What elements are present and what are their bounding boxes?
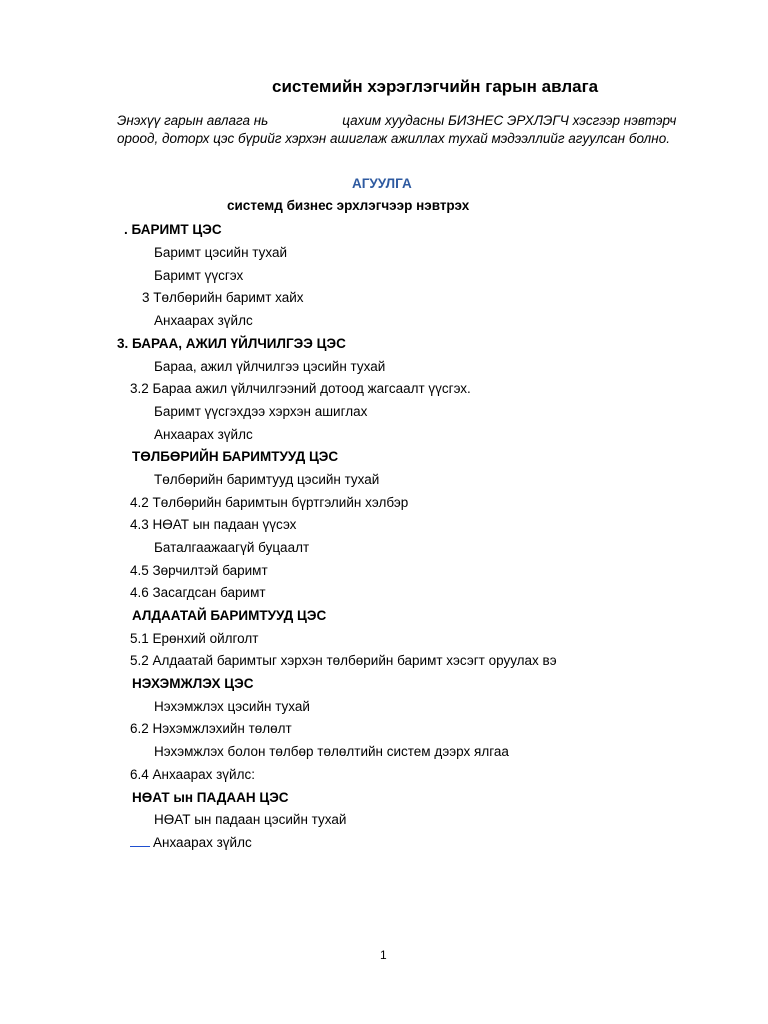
toc-entry[interactable]: Бараа, ажил үйлчилгээ цэсийн тухай [154,359,386,374]
document-title: системийн хэрэглэгчийн гарын авлага [272,77,599,96]
hyperlink-underline[interactable] [130,834,150,847]
intro-paragraph [117,112,677,148]
toc-entry[interactable]: 6.2 Нэхэмжлэхийн төлөлт [130,721,292,736]
toc-entry[interactable]: Анхаарах зүйлс [154,427,253,442]
toc-entry[interactable]: 3 Төлбөрийн баримт хайх [142,290,304,305]
toc-entry-vat-invoice-menu[interactable]: НӨАТ ын ПАДААН ЦЭС [132,790,289,805]
toc-entry-erroneous-receipts-menu[interactable]: АЛДААТАЙ БАРИМТУУД ЦЭС [132,608,327,623]
toc-entry[interactable]: Анхаарах зүйлс [154,313,253,328]
toc-entry[interactable]: 6.4 Анхаарах зүйлс: [130,767,255,782]
toc-entry-invoice-menu[interactable]: НЭХЭМЖЛЭХ ЦЭС [132,676,254,691]
toc-entry[interactable]: 5.1 Ерөнхий ойлголт [130,631,259,646]
toc-entry-payment-receipts-menu[interactable]: ТӨЛБӨРИЙН БАРИМТУУД ЦЭС [132,449,339,464]
toc-entry[interactable]: 4.3 НӨАТ ын падаан үүсэх [130,517,297,532]
toc-entry[interactable]: Нэхэмжлэх болон төлбөр төлөлтийн систем дээрх ялгаа [154,744,509,759]
toc-subheading: системд бизнес эрхлэгчээр нэвтрэх [227,198,470,213]
toc-entry-receipt-menu[interactable]: . БАРИМТ ЦЭС [124,222,222,237]
intro-text-part2: цахим хуудасны БИЗНЕС ЭРХЛЭГЧ хэсгээр нэвтэрч ороод, доторх цэс бүрийг хэрхэн ашиглаж ажиллах тухай мэдээллийг агуулсан болно. [117,113,677,146]
toc-entry[interactable]: 4.2 Төлбөрийн баримтын бүртгэлийн хэлбэр [130,495,409,510]
intro-text-part1: Энэхүү гарын авлага нь [117,113,269,128]
toc-heading: АГУУЛГА [352,176,412,191]
toc-entry[interactable]: 5.2 Алдаатай баримтыг хэрхэн төлбөрийн баримт хэсэгт оруулах вэ [130,653,557,668]
toc-entry[interactable]: 4.6 Засагдсан баримт [130,585,266,600]
toc-entry-label: Анхаарах зүйлс [153,835,252,850]
toc-entry[interactable]: Төлбөрийн баримтууд цэсийн тухай [154,472,380,487]
toc-entry[interactable]: Баталгаажаагүй буцаалт [154,540,310,555]
page-number: 1 [380,948,387,962]
toc-entry[interactable]: Нэхэмжлэх цэсийн тухай [154,699,310,714]
toc-entry-goods-menu[interactable]: 3. БАРАА, АЖИЛ ҮЙЛЧИЛГЭЭ ЦЭС [117,336,346,351]
toc-entry[interactable]: Баримт үүсгэх [154,268,244,283]
toc-entry[interactable]: 4.5 Зөрчилтэй баримт [130,563,268,578]
toc-entry[interactable]: Баримт цэсийн тухай [154,245,288,260]
toc-entry[interactable]: НӨАТ ын падаан цэсийн тухай [154,812,347,827]
toc-entry-with-link[interactable] [130,834,252,852]
toc-entry[interactable]: 3.2 Бараа ажил үйлчилгээний дотоод жагсаалт үүсгэх. [130,381,471,396]
toc-entry[interactable]: Баримт үүсгэхдээ хэрхэн ашиглах [154,404,368,419]
